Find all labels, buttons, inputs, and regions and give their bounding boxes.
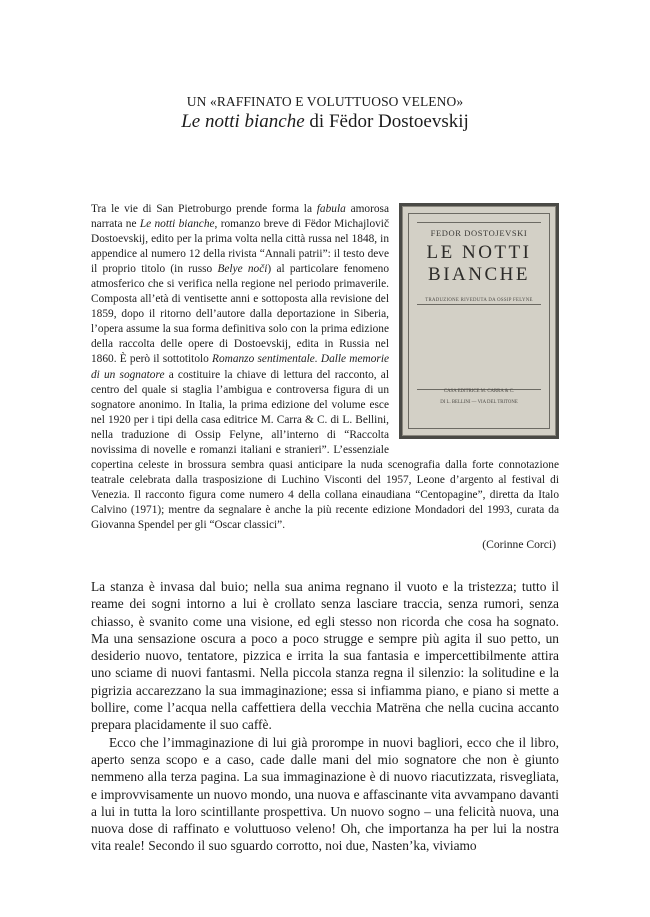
italic-title-run: fabula <box>316 203 346 215</box>
cover-publisher-line1: CASA EDITRICE M. CARRA & C. <box>443 388 515 394</box>
text-run: amorosa narrata ne <box>91 203 389 231</box>
excerpt-paragraph: La stanza è invasa dal buio; nella sua anima regnano il vuoto e la tristezza; tutto il reame dei sogni intorno a lui è crollato senza lasciare traccia, senza rumori, senza chiasso, è svanito come una visione, ed egli stesso non ricorda che cosa ha sognato. Ma una sensazione oscura a poco a poco strugge e sempre più agita il suo petto, un desiderio nuovo, tentatore, pizzica e irrita la sua fantasia e impercettibilmente attira uno sciame di nuovi fantasmi. Nella piccola stanza regna il silenzio: la solitudine e la pigrizia accarezzano la sua immaginazione; essa si infiamma piano, e piano si mette a bollire, come l’acqua nella caffettiera della vecchia Matrëna che nella cucina accanto prepara placidamente il suo caffè. <box>91 579 559 733</box>
cover-title-line1: LE NOTTI <box>426 242 532 263</box>
title-author: di Fëdor Dostoevskij <box>304 111 469 132</box>
italic-title-run: Belye noči <box>217 263 268 276</box>
cover-author: FEDOR DOSTOJEVSKI <box>430 228 528 238</box>
cover-surface <box>402 206 556 436</box>
cover-publisher-line2: DI L. BELLINI — VIA DEL TRITONE <box>440 399 518 405</box>
cover-subtitle: TRADUZIONE RIVEDUTA DA OSSIP FELYNE <box>425 298 533 303</box>
excerpt-paragraph: Ecco che l’immaginazione di lui già prorompe in nuovi bagliori, ecco che il libro, aperto senza scopo e a caso, cade dalle mani del mio sognatore che non è giunto nemmeno alla terza pagina. La sua immaginazione è di nuovo riacutizzata, risvegliata, e improvvisamente un nuovo mondo, una nuova e affascinante vita avvampano davanti a lui in tutta la loro scintillante prospettiva. Un nuovo sogno – una felicità nuova, una nuova dose di raffinato e voluttuoso veleno! Oh, che importanza ha per lui la nostra vita reale! Secondo il suo sguardo corrotto, noi due, Nasten’ka, viviamo <box>91 734 559 854</box>
cover-rule <box>417 304 541 305</box>
italic-title-run: Romanzo sentimentale. Dalle memorie di un sognatore <box>91 353 390 381</box>
cover-rule <box>417 222 541 223</box>
book-title: Le notti bianche <box>181 111 305 132</box>
excerpt-text <box>91 578 559 855</box>
text-run: Tra le vie di San Pietroburgo prende forma la <box>91 203 317 215</box>
section-kicker: UN «RAFFINATO E VOLUTTUOSO VELENO» <box>186 94 464 109</box>
intro-text <box>91 202 559 533</box>
cover-title-line2: BIANCHE <box>428 264 530 285</box>
page-title <box>0 111 650 133</box>
text-run: a costituire la chiave di lettura del racconto, al centro del quale si staglia l’ambigua e controversa figura di un sognatore anonimo. In Italia, la prima edizione del volume esce nel 1920 per i tipi della casa editrice M. Carra & C. di L. Bellini, nella traduzione di Ossip Felyne, all’interno di “Raccolta novissima di novelle e romanzi italiani e stranieri”. L’essenziale copertina celeste in brossura sembra quasi anticipare la nuda scenografia dalla forte connotazione teatrale celebrata dalla trasposizione di Luchino Visconti del 1957, Leone d’argento al festival di Venezia. Il racconto figura come numero 4 della collana einaudiana “Centopagine”, diretta da Italo Calvino (1971); mentre da segnalare è anche la più recente edizione Mondadori del 1993, curata da Giovanna Spendel per gli “Oscar classici”. <box>91 368 559 531</box>
book-cover-image <box>399 203 559 439</box>
text-run: ) al particolare fenomeno atmosferico che si verifica nella regione nel periodo primaverile. Composta all’età di ventisette anni e sottoposta alla revisione del 1859, dopo il ritorno dell’autore dalla deportazione in Siberia, l’opera assume la sua forma definitiva solo con la prima edizione della raccolta delle opere di Dostoevskij, edita in Russia nel 1860. È però il sottotitolo <box>91 263 389 366</box>
italic-title-run: Le notti bianche <box>139 218 215 231</box>
text-run: , romanzo breve di Fëdor Michajlovič Dostoevskij, edito per la prima volta nella città russa nel 1848, in appendice al numero 12 della rivista “Annali patrii”: il testo deve il proprio titolo (in russo <box>91 218 389 276</box>
author-credit: (Corinne Corci) <box>482 538 556 551</box>
